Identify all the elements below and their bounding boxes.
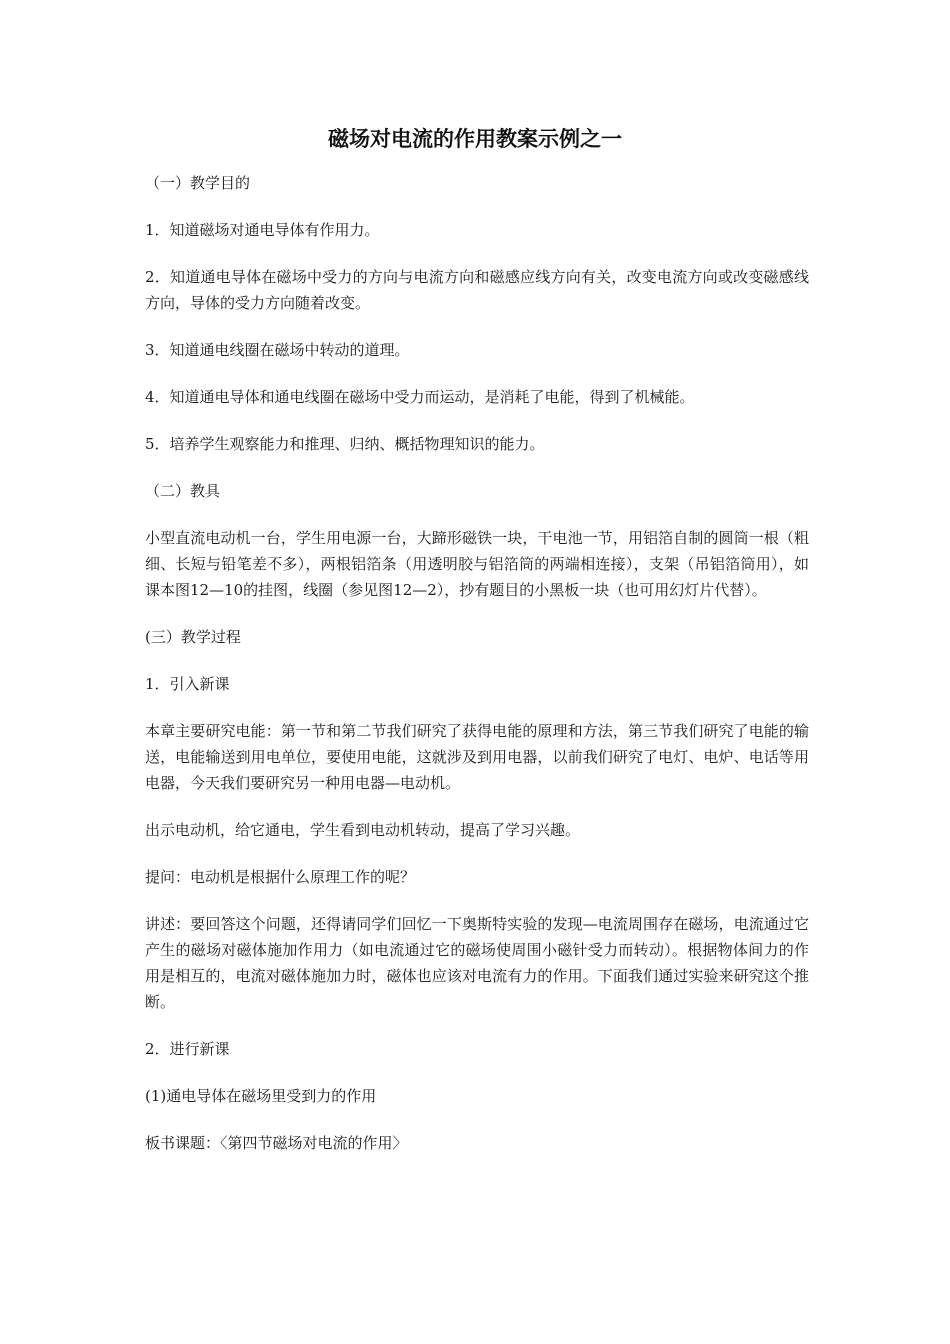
objective-item-4: 4．知道通电导体和通电线圈在磁场中受力而运动，是消耗了电能，得到了机械能。 [145, 388, 695, 406]
objective-item-2: 2．知道通电导体在磁场中受力的方向与电流方向和磁感应线方向有关，改变电流方向或改变磁感线方向，导体的受力方向随着改变。 [145, 268, 809, 312]
demo-paragraph: 出示电动机，给它通电，学生看到电动机转动，提高了学习兴趣。 [145, 821, 581, 839]
lecture-paragraph: 讲述：要回答这个问题，还得请同学们回忆一下奥斯特实验的发现—电流周围存在磁场，电流通过它产生的磁场对磁体施加作用力（如电流通过它的磁场使周围小磁针受力而转动）。根据物体间力的作用是相互的，电流对磁体施加力时，磁体也应该对电流有力的作用。下面我们通过实验来研究这个推断。 [145, 915, 809, 1011]
document-body [145, 170, 809, 1177]
section-heading-objectives: （一）教学目的 [145, 174, 251, 192]
step-heading-new-lesson: 2．进行新课 [145, 1040, 230, 1058]
materials-paragraph: 小型直流电动机一台，学生用电源一台，大蹄形磁铁一块，干电池一节，用铝箔自制的圆筒一根（粗细、长短与铅笔差不多），两根铝箔条（用透明胶与铝箔筒的两端相连接），支架（吊铝箔筒用），如课本图12—10的挂图，线圈（参见图12—2），抄有题目的小黑板一块（也可用幻灯片代替）。 [145, 529, 809, 599]
section-heading-materials: （二）教具 [145, 482, 221, 500]
intro-paragraph: 本章主要研究电能：第一节和第二节我们研究了获得电能的原理和方法，第三节我们研究了电能的输送，电能输送到用电单位，要使用电能，这就涉及到用电器，以前我们研究了电灯、电炉、电话等用电器，今天我们要研究另一种用电器—电动机。 [145, 722, 809, 792]
subsection-heading-force: (1)通电导体在磁场里受到力的作用 [145, 1087, 377, 1105]
document-title: 磁场对电流的作用教案示例之一 [328, 127, 622, 151]
objective-item-5: 5．培养学生观察能力和推理、归纳、概括物理知识的能力。 [145, 435, 545, 453]
objective-item-1: 1．知道磁场对通电导体有作用力。 [145, 221, 380, 239]
question-paragraph: 提问：电动机是根据什么原理工作的呢？ [145, 868, 416, 886]
step-heading-intro: 1．引入新课 [145, 675, 230, 693]
section-heading-process: (三）教学过程 [145, 628, 241, 646]
blackboard-title-paragraph: 板书课题：〈第四节磁场对电流的作用〉 [145, 1134, 408, 1152]
objective-item-3: 3．知道通电线圈在磁场中转动的道理。 [145, 341, 410, 359]
